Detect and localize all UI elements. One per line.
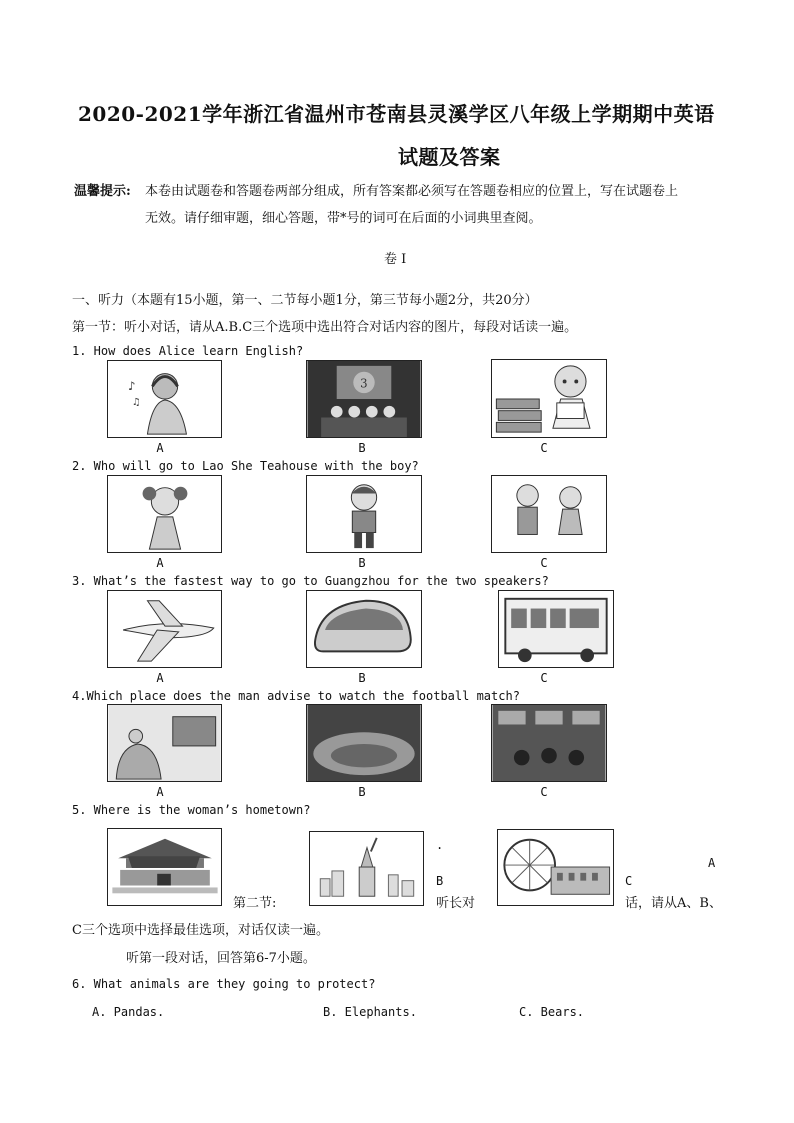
question-3: 3. What’s the fastest way to go to Guangzhou for the two speakers? [72,574,549,588]
q1-label-c: C [540,441,548,455]
q6-option-c: C. Bears. [519,1005,585,1019]
part2-dialogue-1-instruction: 听第一段对话，回答第6-7小题。 [126,951,316,966]
q3-image-c-bus [498,590,614,668]
q5-label-c: C [625,874,633,888]
page-title-line2: 试题及答案 [398,145,501,169]
q1-label-b: B [358,441,366,455]
section-header: 一、听力（本题有15小题，第一、二节每小题1分，第三节每小题2分，共20分） [72,293,538,308]
q3-label-a: A [156,671,164,685]
tip-text-1: 本卷由试题卷和答题卷两部分组成，所有答案都必须写在答题卷相应的位置上，写在试题卷上 [145,184,679,199]
q5-label-a: A [708,856,716,870]
page-title: 2020-2021学年浙江省温州市苍南县灵溪学区八年级上学期期中英语 [78,102,715,126]
q6-option-a: A. Pandas. [92,1005,165,1019]
svg-text:♫: ♫ [131,396,141,408]
part2-listen-long: 听长对 [436,896,476,911]
q2-label-c: C [540,556,548,570]
svg-text:3: 3 [360,376,368,391]
q4-image-c-sports-bar [491,704,607,782]
q2-image-c-parents [491,475,607,553]
tip-label: 温馨提示: [74,184,131,199]
q2-label-b: B [358,556,366,570]
question-4: 4.Which place does the man advise to watch the football match? [72,689,520,703]
question-1: 1. How does Alice learn English? [72,344,304,358]
q1-label-a: A [156,441,164,455]
part2-instruction-end: 话，请从A、B、 [625,896,722,911]
q3-label-c: C [540,671,548,685]
q1-image-b-cinema [306,360,422,438]
q3-image-a-plane [107,590,222,668]
q2-image-a-girl [107,475,222,553]
svg-text:♪: ♪ [127,379,136,394]
question-5: 5. Where is the woman’s hometown? [72,803,311,817]
q5-image-c-london-eye [497,829,614,906]
q2-image-b-boy [306,475,422,553]
volume-heading: 卷 I [384,252,407,267]
part1-instruction: 第一节：听小对话，请从A.B.C三个选项中选出符合对话内容的图片，每段对话读一遍。 [72,320,578,335]
q5-image-a-tiananmen [107,828,222,906]
q1-image-a-girl-listening [107,360,222,438]
q2-label-a: A [156,556,164,570]
q6-option-b: B. Elephants. [323,1005,417,1019]
q1-image-c-girl-reading [491,359,607,438]
part2-instruction-line2: C三个选项中选择最佳选项，对话仅读一遍。 [72,923,329,938]
q3-label-b: B [358,671,366,685]
q5-label-b: B [436,874,444,888]
q4-label-b: B [358,785,366,799]
q5-image-b-statue-of-liberty [309,831,424,906]
q3-image-b-train [306,590,422,668]
q4-label-c: C [540,785,548,799]
tip-text-2: 无效。请仔细审题，细心答题，带*号的词可在后面的小词典里查阅。 [145,211,542,226]
q5-dot: . [436,838,444,852]
question-2: 2. Who will go to Lao She Teahouse with the boy? [72,459,419,473]
part2-label: 第二节: [233,896,277,911]
question-6: 6. What animals are they going to protect? [72,977,376,991]
q4-label-a: A [156,785,164,799]
q4-image-b-stadium [306,704,422,782]
q4-image-a-home-tv [107,704,222,782]
